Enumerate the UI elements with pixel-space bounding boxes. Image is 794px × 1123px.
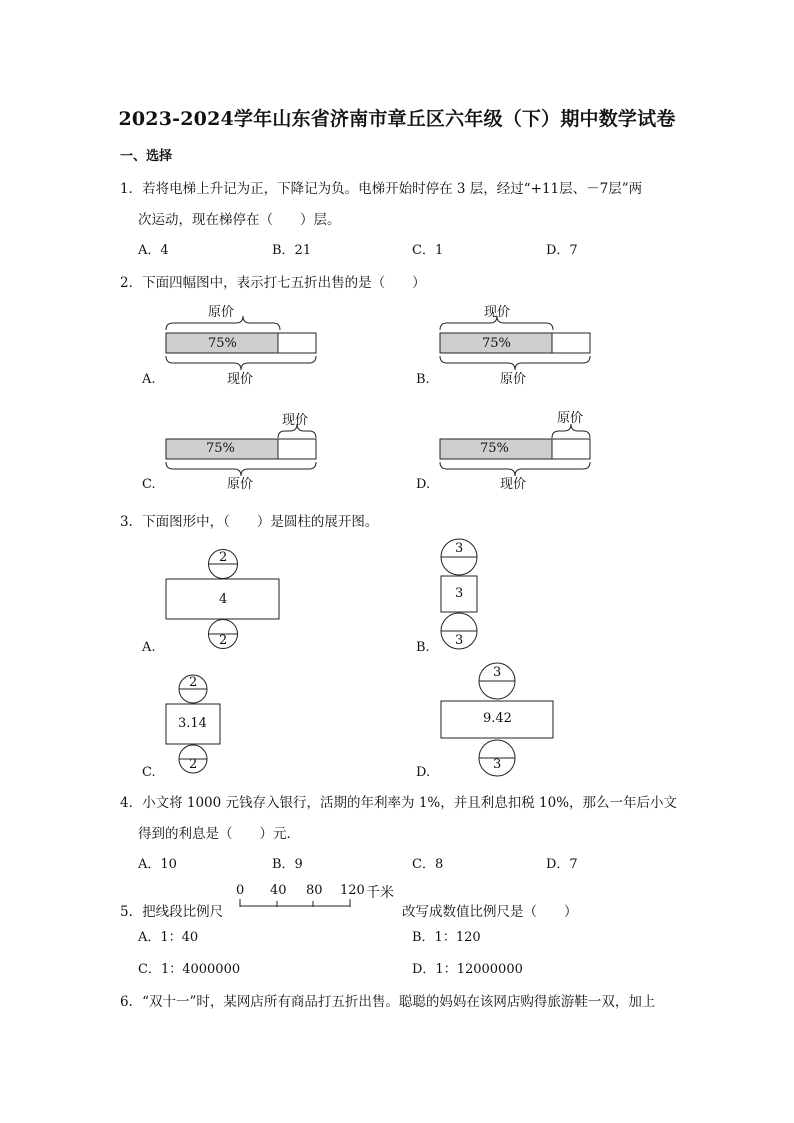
- q3b-circle-top-label: 3: [455, 541, 464, 556]
- q2b-top-label: 现价: [484, 305, 511, 320]
- q2d-bottom-label: 现价: [500, 477, 527, 492]
- question-1-line-2: 次运动，现在梯停在（ ）层。: [138, 212, 341, 228]
- q3b-circle-bottom-label: 3: [455, 633, 464, 648]
- q3-option-c: C.: [142, 765, 156, 780]
- q3b-rect-label: 3: [455, 586, 464, 601]
- q1-option-c: C．1: [412, 243, 444, 258]
- q1-option-a: A．4: [138, 243, 169, 258]
- q2a-bar-label: 75%: [208, 336, 237, 351]
- q2c-bar-label: 75%: [206, 441, 235, 456]
- q3-option-d: D.: [416, 765, 431, 780]
- q3d-rect-label: 9.42: [483, 711, 512, 726]
- q3-option-b: B.: [416, 640, 430, 655]
- q3c-circle-top-label: 2: [189, 675, 198, 690]
- q5-option-d: D．1：12000000: [412, 962, 523, 977]
- q3d-circle-top-label: 3: [493, 665, 502, 680]
- question-5-prefix: 5．把线段比例尺: [120, 904, 224, 920]
- q2-option-d: D.: [416, 477, 431, 492]
- question-6-line-1: 6．“双十一”时，某网店所有商品打五折出售。聪聪的妈妈在该网店购得旅游鞋一双，加上: [120, 994, 656, 1010]
- q3-option-a: A.: [142, 640, 156, 655]
- q2b-bottom-label: 原价: [500, 372, 527, 387]
- scale-tick-0: 0: [236, 883, 245, 898]
- scale-tick-40: 40: [270, 883, 287, 898]
- q2d-top-label: 原价: [557, 411, 584, 426]
- q2a-bottom-label: 现价: [227, 372, 254, 387]
- scale-unit: 千米: [366, 885, 394, 901]
- q2-option-b: B.: [416, 372, 430, 387]
- question-1-line-1: 1．若将电梯上升记为正，下降记为负。电梯开始时停在 3 层，经过“+11层、－7层”两: [120, 181, 643, 197]
- q2c-top-label: 现价: [282, 413, 309, 428]
- q3c-rect-label: 3.14: [178, 716, 207, 731]
- question-4-line-2: 得到的利息是（ ）元．: [138, 826, 300, 842]
- question-2: 2．下面四幅图中，表示打七五折出售的是（ ）: [120, 275, 426, 291]
- q5-option-b: B．1：120: [412, 930, 481, 945]
- question-5-suffix: 改写成数值比例尺是（ ）: [402, 904, 578, 920]
- question-3: 3．下面图形中，（ ）是圆柱的展开图。: [120, 514, 379, 530]
- q5-option-c: C．1：4000000: [138, 962, 241, 977]
- q4-option-b: B．9: [272, 857, 303, 872]
- q5-option-a: A．1：40: [138, 930, 199, 945]
- q2c-bottom-label: 原价: [227, 477, 254, 492]
- question-4-line-1: 4．小文将 1000 元钱存入银行，活期的年利率为 1%，并且利息扣税 10%，那么一年后小文: [120, 795, 678, 811]
- q1-option-d: D．7: [546, 243, 578, 258]
- q4-option-a: A．10: [138, 857, 177, 872]
- q3a-circle-top-label: 2: [219, 550, 228, 565]
- q4-option-d: D．7: [546, 857, 578, 872]
- q3a-rect-label: 4: [219, 592, 228, 607]
- q4-option-c: C．8: [412, 857, 444, 872]
- section-heading: 一、选择: [120, 149, 173, 164]
- q2d-bar-label: 75%: [480, 441, 509, 456]
- scale-bar: [236, 896, 356, 912]
- q3c-circle-bottom-label: 2: [189, 757, 198, 772]
- q2b-bar-label: 75%: [482, 336, 511, 351]
- q1-option-b: B．21: [272, 243, 312, 258]
- q2a-top-label: 原价: [208, 305, 235, 320]
- q2-option-a: A.: [142, 372, 156, 387]
- q3a-circle-bottom-label: 2: [219, 633, 228, 648]
- q2-option-c: C.: [142, 477, 156, 492]
- q3d-circle-bottom-label: 3: [493, 757, 502, 772]
- scale-tick-80: 80: [306, 883, 323, 898]
- scale-tick-120: 120: [340, 883, 365, 898]
- page-title: 2023-2024学年山东省济南市章丘区六年级（下）期中数学试卷: [118, 108, 676, 130]
